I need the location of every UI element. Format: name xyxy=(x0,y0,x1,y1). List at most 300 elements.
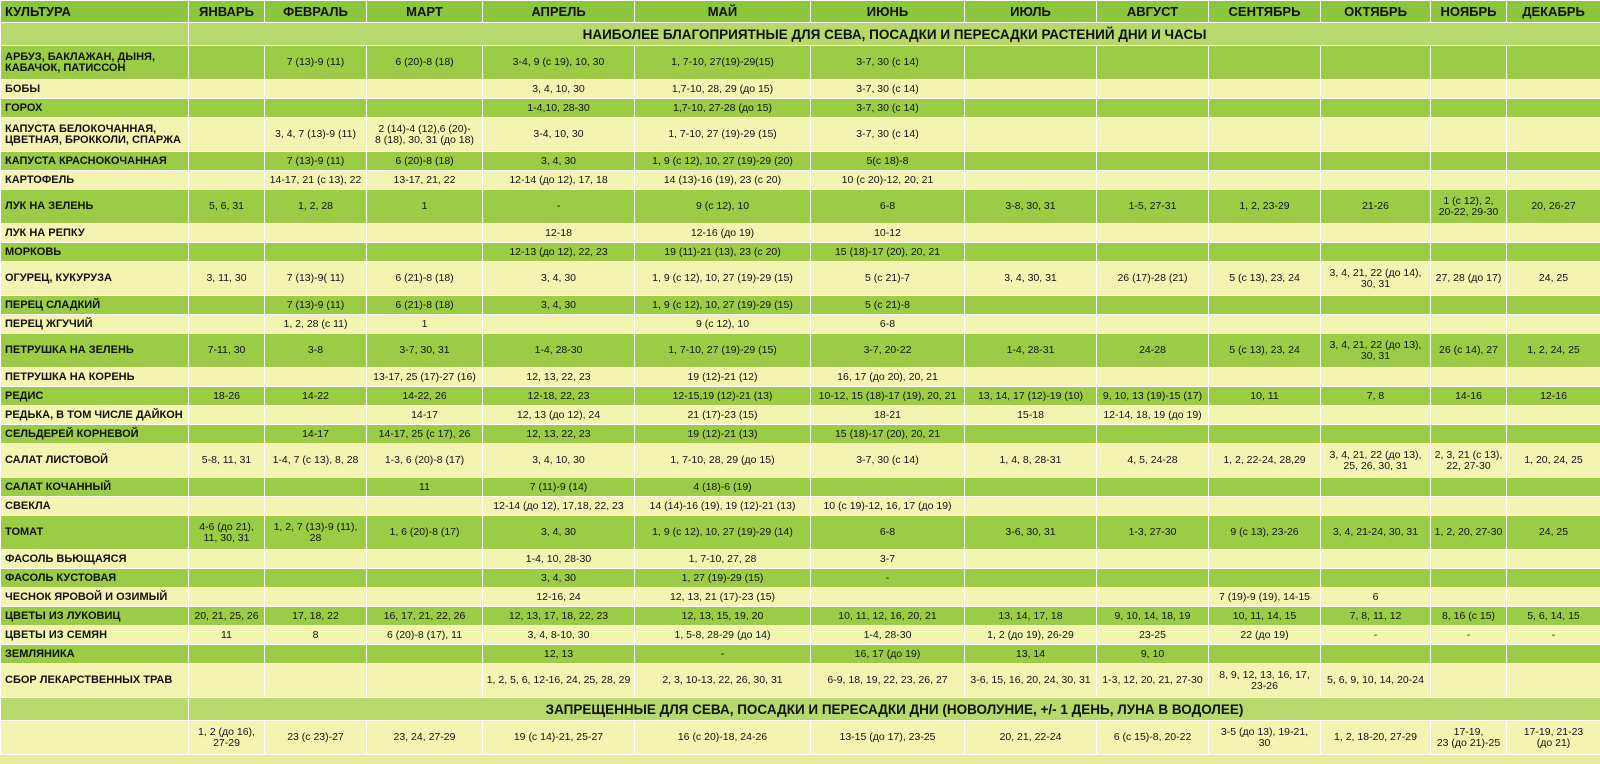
day-cell xyxy=(1507,664,1600,698)
day-cell xyxy=(189,99,265,118)
day-cell: 1-4,10, 28-30 xyxy=(483,99,635,118)
day-cell xyxy=(265,664,367,698)
day-cell xyxy=(367,664,483,698)
day-cell xyxy=(1209,80,1321,99)
day-cell: 6 xyxy=(1321,588,1431,607)
day-cell: 3-7, 30 (с 14) xyxy=(811,118,965,152)
day-cell: 2 (14)-4 (12),6 (20)- 8 (18), 30, 31 (до 18) xyxy=(367,118,483,152)
day-cell xyxy=(1097,368,1209,387)
day-cell xyxy=(1097,152,1209,171)
day-cell xyxy=(1431,664,1507,698)
day-cell xyxy=(965,497,1097,516)
day-cell: 27, 28 (до 17) xyxy=(1431,262,1507,296)
day-cell: 1, 20, 24, 25 xyxy=(1507,444,1600,478)
day-cell: 5(с 18)-8 xyxy=(811,152,965,171)
day-cell xyxy=(1507,497,1600,516)
day-cell xyxy=(189,224,265,243)
day-cell: 14-17 xyxy=(367,406,483,425)
forbidden-day-cell: 6 (с 15)-8, 20-22 xyxy=(1097,721,1209,755)
day-cell xyxy=(1097,315,1209,334)
day-cell: 1 xyxy=(367,190,483,224)
crop-name: ПЕТРУШКА НА КОРЕНЬ xyxy=(1,368,189,387)
day-cell: 9, 10, 13 (19)-15 (17) xyxy=(1097,387,1209,406)
day-cell xyxy=(367,588,483,607)
day-cell: 14-17, 21 (с 13), 22 xyxy=(265,171,367,190)
day-cell xyxy=(189,171,265,190)
day-cell xyxy=(367,645,483,664)
crop-name: ФАСОЛЬ КУСТОВАЯ xyxy=(1,569,189,588)
month-header: ИЮЛЬ xyxy=(965,1,1097,23)
day-cell xyxy=(1507,224,1600,243)
day-cell xyxy=(1321,99,1431,118)
crop-name: КАПУСТА БЕЛОКОЧАННАЯ, ЦВЕТНАЯ, БРОККОЛИ, СПАРЖА xyxy=(1,118,189,152)
day-cell: 6-8 xyxy=(811,516,965,550)
day-cell: 1-4, 7 (с 13), 8, 28 xyxy=(265,444,367,478)
crop-name: СЕЛЬДЕРЕЙ КОРНЕВОЙ xyxy=(1,425,189,444)
day-cell xyxy=(1321,118,1431,152)
day-cell: 14-17 xyxy=(265,425,367,444)
crop-name: САЛАТ КОЧАННЫЙ xyxy=(1,478,189,497)
crop-row xyxy=(1,569,1600,588)
day-cell xyxy=(1209,569,1321,588)
day-cell xyxy=(1321,80,1431,99)
day-cell xyxy=(1209,550,1321,569)
day-cell xyxy=(265,550,367,569)
day-cell xyxy=(1209,171,1321,190)
day-cell: 21 (17)-23 (15) xyxy=(635,406,811,425)
month-header: ФЕВРАЛЬ xyxy=(265,1,367,23)
day-cell xyxy=(965,315,1097,334)
day-cell: 1, 2 (до 19), 26-29 xyxy=(965,626,1097,645)
day-cell xyxy=(1209,243,1321,262)
day-cell xyxy=(1097,569,1209,588)
day-cell xyxy=(1507,478,1600,497)
day-cell xyxy=(1431,588,1507,607)
day-cell: 9 (с 13), 23-26 xyxy=(1209,516,1321,550)
section-forbidden-title: ЗАПРЕЩЕННЫЕ ДЛЯ СЕВА, ПОСАДКИ И ПЕРЕСАДКИ ДНИ (НОВОЛУНИЕ, +/- 1 ДЕНЬ, ЛУНА В ВОДОЛЕЕ) xyxy=(189,698,1600,721)
day-cell xyxy=(1097,243,1209,262)
day-cell: 9, 10 xyxy=(1097,645,1209,664)
day-cell: 10-12 xyxy=(811,224,965,243)
day-cell xyxy=(1209,368,1321,387)
day-cell: 4 (18)-6 (19) xyxy=(635,478,811,497)
day-cell: 16, 17 (до 20), 20, 21 xyxy=(811,368,965,387)
day-cell xyxy=(1321,171,1431,190)
crop-name: ПЕРЕЦ СЛАДКИЙ xyxy=(1,296,189,315)
day-cell: 12, 13, 21 (17)-23 (15) xyxy=(635,588,811,607)
day-cell: 6 (20)-8 (18) xyxy=(367,152,483,171)
day-cell: 5 (с 13), 23, 24 xyxy=(1209,262,1321,296)
day-cell: 3, 4, 7 (13)-9 (11) xyxy=(265,118,367,152)
day-cell: 1-4, 28-31 xyxy=(965,334,1097,368)
day-cell: 10 (с 20)-12, 20, 21 xyxy=(811,171,965,190)
day-cell: 12, 13, 22, 23 xyxy=(483,425,635,444)
day-cell: 4-6 (до 21), 11, 30, 31 xyxy=(189,516,265,550)
crop-row xyxy=(1,588,1600,607)
crop-name: САЛАТ ЛИСТОВОЙ xyxy=(1,444,189,478)
day-cell: 24-28 xyxy=(1097,334,1209,368)
day-cell: 24, 25 xyxy=(1507,516,1600,550)
day-cell xyxy=(1431,368,1507,387)
day-cell: 12, 13, 22, 23 xyxy=(483,368,635,387)
day-cell: 8, 16 (с 15) xyxy=(1431,607,1507,626)
day-cell xyxy=(1431,243,1507,262)
day-cell: 3, 4, 30 xyxy=(483,516,635,550)
forbidden-days-row xyxy=(1,721,1600,755)
crop-row xyxy=(1,406,1600,425)
day-cell xyxy=(1431,46,1507,80)
day-cell xyxy=(965,224,1097,243)
day-cell xyxy=(189,588,265,607)
day-cell: 16, 17 (до 19) xyxy=(811,645,965,664)
day-cell: 3-6, 15, 16, 20, 24, 30, 31 xyxy=(965,664,1097,698)
day-cell: 7, 8, 11, 12 xyxy=(1321,607,1431,626)
day-cell: 3-6, 30, 31 xyxy=(965,516,1097,550)
crop-row xyxy=(1,368,1600,387)
day-cell xyxy=(189,152,265,171)
day-cell xyxy=(367,224,483,243)
day-cell: 1, 7-10, 27 (19)-29 (15) xyxy=(635,334,811,368)
day-cell: 5, 6, 31 xyxy=(189,190,265,224)
day-cell xyxy=(1431,224,1507,243)
day-cell: 13, 14, 17, 18 xyxy=(965,607,1097,626)
crop-row xyxy=(1,664,1600,698)
day-cell xyxy=(1321,46,1431,80)
day-cell: 7 (11)-9 (14) xyxy=(483,478,635,497)
day-cell xyxy=(1097,171,1209,190)
day-cell xyxy=(1431,569,1507,588)
day-cell xyxy=(1431,296,1507,315)
day-cell xyxy=(1507,99,1600,118)
day-cell xyxy=(1321,425,1431,444)
day-cell: 22 (до 19) xyxy=(1209,626,1321,645)
day-cell xyxy=(1097,224,1209,243)
crop-name: ТОМАТ xyxy=(1,516,189,550)
day-cell xyxy=(367,99,483,118)
day-cell: 12-13 (до 12), 22, 23 xyxy=(483,243,635,262)
crop-name: СВЕКЛА xyxy=(1,497,189,516)
day-cell: 18-26 xyxy=(189,387,265,406)
day-cell: 2, 3, 21 (с 13), 22, 27-30 xyxy=(1431,444,1507,478)
day-cell xyxy=(189,664,265,698)
day-cell xyxy=(189,296,265,315)
day-cell: 20, 26-27 xyxy=(1507,190,1600,224)
crop-row xyxy=(1,171,1600,190)
day-cell: 1-5, 27-31 xyxy=(1097,190,1209,224)
day-cell: 13-17, 21, 22 xyxy=(367,171,483,190)
day-cell: 3, 4, 30 xyxy=(483,296,635,315)
day-cell: 3, 4, 10, 30 xyxy=(483,80,635,99)
day-cell xyxy=(1321,152,1431,171)
day-cell: 12-16 xyxy=(1507,387,1600,406)
day-cell xyxy=(965,588,1097,607)
day-cell xyxy=(1097,118,1209,152)
day-cell: 3, 4, 30 xyxy=(483,152,635,171)
day-cell xyxy=(1209,224,1321,243)
day-cell xyxy=(189,368,265,387)
day-cell: 19 (12)-21 (13) xyxy=(635,425,811,444)
day-cell xyxy=(1431,171,1507,190)
day-cell: 6 (21)-8 (18) xyxy=(367,262,483,296)
day-cell xyxy=(965,99,1097,118)
day-cell: 12, 13 (до 12), 24 xyxy=(483,406,635,425)
day-cell xyxy=(1507,645,1600,664)
day-cell: 1, 9 (с 12), 10, 27 (19)-29 (14) xyxy=(635,516,811,550)
day-cell: 1 xyxy=(367,315,483,334)
day-cell: 10, 11 xyxy=(1209,387,1321,406)
crop-name: ЦВЕТЫ ИЗ ЛУКОВИЦ xyxy=(1,607,189,626)
day-cell: 14 (14)-16 (19), 19 (12)-21 (13) xyxy=(635,497,811,516)
day-cell: 15-18 xyxy=(965,406,1097,425)
month-header: СЕНТЯБРЬ xyxy=(1209,1,1321,23)
day-cell xyxy=(1507,550,1600,569)
day-cell: 14-22, 26 xyxy=(367,387,483,406)
day-cell: 1, 7-10, 28, 29 (до 15) xyxy=(635,444,811,478)
day-cell xyxy=(189,550,265,569)
day-cell xyxy=(1431,645,1507,664)
crop-row xyxy=(1,315,1600,334)
day-cell xyxy=(265,406,367,425)
day-cell: 12, 13, 15, 19, 20 xyxy=(635,607,811,626)
day-cell: 10, 11, 12, 16, 20, 21 xyxy=(811,607,965,626)
day-cell: 12, 13, 17, 18, 22, 23 xyxy=(483,607,635,626)
forbidden-day-cell: 23, 24, 27-29 xyxy=(367,721,483,755)
day-cell xyxy=(265,368,367,387)
day-cell: 7 (13)-9 (11) xyxy=(265,152,367,171)
day-cell xyxy=(265,588,367,607)
day-cell: 12-18, 22, 23 xyxy=(483,387,635,406)
day-cell xyxy=(1209,99,1321,118)
day-cell: 21-26 xyxy=(1321,190,1431,224)
crop-row xyxy=(1,387,1600,406)
day-cell xyxy=(1507,406,1600,425)
day-cell: 11 xyxy=(189,626,265,645)
day-cell: 11 xyxy=(367,478,483,497)
day-cell xyxy=(1507,118,1600,152)
day-cell: 3-7 xyxy=(811,550,965,569)
day-cell: 15 (18)-17 (20), 20, 21 xyxy=(811,243,965,262)
day-cell: 2, 3, 10-13, 22, 26, 30, 31 xyxy=(635,664,811,698)
crop-name: КАРТОФЕЛЬ xyxy=(1,171,189,190)
day-cell: 3-8, 30, 31 xyxy=(965,190,1097,224)
day-cell: 19 (11)-21 (13), 23 (с 20) xyxy=(635,243,811,262)
day-cell xyxy=(1321,315,1431,334)
crop-name: ФАСОЛЬ ВЬЮЩАЯСЯ xyxy=(1,550,189,569)
day-cell xyxy=(965,368,1097,387)
day-cell: 6-8 xyxy=(811,190,965,224)
forbidden-day-cell: 17-19, 21-23 (до 21) xyxy=(1507,721,1600,755)
crop-row xyxy=(1,224,1600,243)
crop-row xyxy=(1,99,1600,118)
day-cell xyxy=(1097,588,1209,607)
day-cell: 1, 2, 28 xyxy=(265,190,367,224)
day-cell: 12-15,19 (12)-21 (13) xyxy=(635,387,811,406)
day-cell: 1, 5-8, 28-29 (до 14) xyxy=(635,626,811,645)
crop-row xyxy=(1,645,1600,664)
day-cell xyxy=(1209,118,1321,152)
day-cell: 3, 4, 21, 22 (до 13), 25, 26, 30, 31 xyxy=(1321,444,1431,478)
day-cell: - xyxy=(483,190,635,224)
crop-name: СБОР ЛЕКАРСТВЕННЫХ ТРАВ xyxy=(1,664,189,698)
day-cell: 3, 4, 10, 30 xyxy=(483,444,635,478)
day-cell: 1-4, 10, 28-30 xyxy=(483,550,635,569)
day-cell xyxy=(811,478,965,497)
day-cell xyxy=(265,243,367,262)
day-cell: 13, 14, 17 (12)-19 (10) xyxy=(965,387,1097,406)
day-cell: 12-16 (до 19) xyxy=(635,224,811,243)
day-cell: - xyxy=(1431,626,1507,645)
day-cell: 6-9, 18, 19, 22, 23, 26, 27 xyxy=(811,664,965,698)
day-cell: 1-3, 12, 20, 21, 27-30 xyxy=(1097,664,1209,698)
day-cell: 3-7, 30 (с 14) xyxy=(811,46,965,80)
day-cell: 1, 7-10, 27(19)-29(15) xyxy=(635,46,811,80)
day-cell xyxy=(1431,478,1507,497)
day-cell xyxy=(1321,645,1431,664)
day-cell: 1, 9 (с 12), 10, 27 (19)-29 (15) xyxy=(635,262,811,296)
day-cell: 7 (13)-9( 11) xyxy=(265,262,367,296)
day-cell: 1-3, 6 (20)-8 (17) xyxy=(367,444,483,478)
day-cell xyxy=(265,569,367,588)
day-cell: 3, 4, 30 xyxy=(483,262,635,296)
day-cell xyxy=(965,118,1097,152)
day-cell: 1, 9 (с 12), 10, 27 (19)-29 (15) xyxy=(635,296,811,315)
day-cell xyxy=(189,46,265,80)
day-cell: 14-22 xyxy=(265,387,367,406)
day-cell xyxy=(1507,296,1600,315)
day-cell: 26 (с 14), 27 xyxy=(1431,334,1507,368)
day-cell: 7, 8 xyxy=(1321,387,1431,406)
day-cell: 17, 18, 22 xyxy=(265,607,367,626)
day-cell: 3, 11, 30 xyxy=(189,262,265,296)
day-cell xyxy=(265,478,367,497)
day-cell xyxy=(265,80,367,99)
day-cell: 5, 6, 14, 15 xyxy=(1507,607,1600,626)
day-cell xyxy=(965,46,1097,80)
month-header: АПРЕЛЬ xyxy=(483,1,635,23)
day-cell xyxy=(1097,99,1209,118)
forbidden-day-cell: 20, 21, 22-24 xyxy=(965,721,1097,755)
crop-row xyxy=(1,152,1600,171)
day-cell: 4, 5, 24-28 xyxy=(1097,444,1209,478)
day-cell: 15 (18)-17 (20), 20, 21 xyxy=(811,425,965,444)
day-cell: 1, 27 (19)-29 (15) xyxy=(635,569,811,588)
day-cell: 10 (с 19)-12, 16, 17 (до 19) xyxy=(811,497,965,516)
crop-name: БОБЫ xyxy=(1,80,189,99)
day-cell xyxy=(965,425,1097,444)
forbidden-day-cell: 3-5 (до 13), 19-21, 30 xyxy=(1209,721,1321,755)
day-cell: 5 (с 21)-7 xyxy=(811,262,965,296)
day-cell xyxy=(1321,224,1431,243)
day-cell: 7 (13)-9 (11) xyxy=(265,296,367,315)
day-cell: 1, 2, 22-24, 28,29 xyxy=(1209,444,1321,478)
day-cell xyxy=(1321,368,1431,387)
blank-cell xyxy=(1,721,189,755)
day-cell: 16, 17, 21, 22, 26 xyxy=(367,607,483,626)
day-cell xyxy=(1209,478,1321,497)
day-cell: 12-18 xyxy=(483,224,635,243)
crop-name: ЛУК НА РЕПКУ xyxy=(1,224,189,243)
day-cell: 5 (с 21)-8 xyxy=(811,296,965,315)
crop-row xyxy=(1,262,1600,296)
day-cell xyxy=(1431,425,1507,444)
day-cell xyxy=(189,406,265,425)
day-cell: 1, 7-10, 27, 28 xyxy=(635,550,811,569)
day-cell: - xyxy=(811,569,965,588)
day-cell: 1, 2, 5, 6, 12-16, 24, 25, 28, 29 xyxy=(483,664,635,698)
crop-name: КАПУСТА КРАСНОКОЧАННАЯ xyxy=(1,152,189,171)
day-cell xyxy=(1431,118,1507,152)
day-cell: 1 (с 12), 2, 20-22, 29-30 xyxy=(1431,190,1507,224)
forbidden-day-cell: 19 (с 14)-21, 25-27 xyxy=(483,721,635,755)
blank-cell xyxy=(1,23,189,46)
day-cell xyxy=(189,243,265,262)
forbidden-day-cell: 16 (с 20)-18, 24-26 xyxy=(635,721,811,755)
day-cell: 3-7, 20-22 xyxy=(811,334,965,368)
crop-name: МОРКОВЬ xyxy=(1,243,189,262)
day-cell xyxy=(965,550,1097,569)
day-cell: 1, 2, 7 (13)-9 (11), 28 xyxy=(265,516,367,550)
day-cell xyxy=(1321,296,1431,315)
forbidden-day-cell: 23 (с 23)-27 xyxy=(265,721,367,755)
crop-name: ЛУК НА ЗЕЛЕНЬ xyxy=(1,190,189,224)
day-cell xyxy=(1431,152,1507,171)
month-header: НОЯБРЬ xyxy=(1431,1,1507,23)
section-favorable-title: НАИБОЛЕЕ БЛАГОПРИЯТНЫЕ ДЛЯ СЕВА, ПОСАДКИ И ПЕРЕСАДКИ РАСТЕНИЙ ДНИ И ЧАСЫ xyxy=(189,23,1600,46)
day-cell: 19 (12)-21 (12) xyxy=(635,368,811,387)
crop-row xyxy=(1,243,1600,262)
day-cell: 1, 2, 23-29 xyxy=(1209,190,1321,224)
day-cell xyxy=(965,243,1097,262)
day-cell xyxy=(367,243,483,262)
day-cell xyxy=(1321,406,1431,425)
day-cell: 3-4, 10, 30 xyxy=(483,118,635,152)
crop-row xyxy=(1,444,1600,478)
day-cell xyxy=(1097,478,1209,497)
day-cell xyxy=(483,315,635,334)
day-cell: 7 (13)-9 (11) xyxy=(265,46,367,80)
month-header: МАРТ xyxy=(367,1,483,23)
day-cell xyxy=(265,99,367,118)
crop-row xyxy=(1,80,1600,99)
day-cell xyxy=(965,80,1097,99)
day-cell: 1, 4, 8, 28-31 xyxy=(965,444,1097,478)
crop-name: ГОРОХ xyxy=(1,99,189,118)
day-cell: 1, 9 (с 12), 10, 27 (19)-29 (20) xyxy=(635,152,811,171)
day-cell: 8 xyxy=(265,626,367,645)
forbidden-day-cell: 17-19, 23 (до 21)-25 xyxy=(1431,721,1507,755)
day-cell: 7-11, 30 xyxy=(189,334,265,368)
day-cell xyxy=(265,645,367,664)
day-cell: 12-14 (до 12), 17, 18 xyxy=(483,171,635,190)
month-header: АВГУСТ xyxy=(1097,1,1209,23)
day-cell: 9, 10, 14, 18, 19 xyxy=(1097,607,1209,626)
crop-row xyxy=(1,46,1600,80)
crop-name: ЧЕСНОК ЯРОВОЙ И ОЗИМЫЙ xyxy=(1,588,189,607)
forbidden-day-cell: 1, 2, 18-20, 27-29 xyxy=(1321,721,1431,755)
crop-row xyxy=(1,296,1600,315)
day-cell: 13, 14 xyxy=(965,645,1097,664)
day-cell xyxy=(1097,550,1209,569)
forbidden-day-cell: 1, 2 (до 16), 27-29 xyxy=(189,721,265,755)
day-cell: 3, 4, 30 xyxy=(483,569,635,588)
day-cell xyxy=(1097,296,1209,315)
day-cell xyxy=(1209,645,1321,664)
day-cell: 14 (13)-16 (19), 23 (с 20) xyxy=(635,171,811,190)
day-cell: 3, 4, 21, 22 (до 14), 30, 31 xyxy=(1321,262,1431,296)
day-cell xyxy=(1209,406,1321,425)
day-cell: 9 (с 12), 10 xyxy=(635,315,811,334)
crop-row xyxy=(1,478,1600,497)
